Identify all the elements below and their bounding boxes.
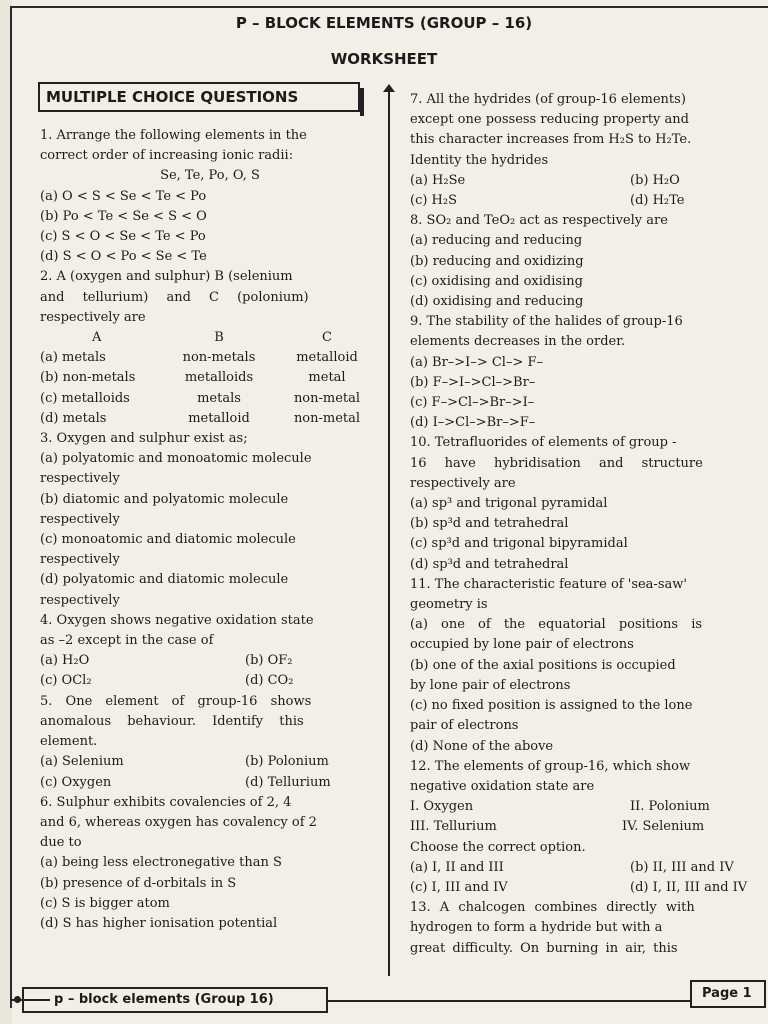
question-10 <box>410 433 768 574</box>
option-c: (c) Oxygen <box>40 774 112 790</box>
question-text: and 6, whereas oxygen has covalency of 2 <box>40 814 317 830</box>
option-a: (a) sp³ and trigonal pyramidal <box>410 496 608 512</box>
question-text: this character increases from H₂S to H₂Te. <box>410 132 692 148</box>
options-cd <box>410 191 768 211</box>
header-c: C <box>322 330 332 346</box>
items-3-4 <box>410 817 768 837</box>
page-title: P – BLOCK ELEMENTS (GROUP – 16) <box>235 14 533 32</box>
option-c: (c) sp³d and trigonal bipyramidal <box>410 536 628 552</box>
page-subtitle: WORKSHEET <box>330 50 438 68</box>
option-c: (c) S < O < Se < Te < Po <box>40 229 206 245</box>
question-text: 8. SO₂ and TeO₂ act as respectively are <box>410 213 668 229</box>
cell: (d) metals <box>40 410 107 426</box>
cell: non-metal <box>293 410 361 426</box>
question-text: 9. The stability of the halides of group-16 <box>410 314 683 330</box>
question-7 <box>410 90 768 211</box>
answer-header <box>40 328 380 348</box>
question-text: 5. One element of group-16 shows <box>40 693 312 709</box>
options-cd <box>40 773 380 793</box>
question-text: great difficulty. On burning in air, this <box>410 940 678 956</box>
footer-rule <box>328 1000 692 1002</box>
option-c: (c) monoatomic and diatomic molecule <box>40 532 296 548</box>
option-c: (c) no fixed position is assigned to the lone <box>410 698 693 714</box>
option-a: (a) I, II and III <box>410 859 504 875</box>
question-8 <box>410 211 768 312</box>
option-b-cont: by lone pair of electrons <box>410 677 571 693</box>
option-c: (c) oxidising and oxidising <box>410 273 583 289</box>
cell: metal <box>308 370 346 386</box>
question-5 <box>40 692 380 793</box>
option-b: (b) Polonium <box>245 754 329 770</box>
page-number: Page 1 <box>690 980 766 1008</box>
item-i: I. Oxygen <box>410 799 474 815</box>
option-d: (d) I, II, III and IV <box>630 879 748 895</box>
option-c-cont: pair of electrons <box>410 718 519 734</box>
option-a: (a) one of the equatorial positions is <box>410 617 703 633</box>
option-b: (b) Po < Te < Se < S < O <box>40 208 207 224</box>
question-text: 4. Oxygen shows negative oxidation state <box>40 612 314 628</box>
option-a <box>40 348 380 368</box>
option-a-cont: occupied by lone pair of electrons <box>410 637 634 653</box>
question-text: due to <box>40 835 82 851</box>
option-b: (b) presence of d-orbitals in S <box>40 875 237 891</box>
option-d: (d) Tellurium <box>245 774 331 790</box>
question-text: anomalous behaviour. Identify this <box>40 713 304 729</box>
header-b: B <box>214 330 224 346</box>
option-a: (a) reducing and reducing <box>410 233 583 249</box>
option-b: (b) one of the axial positions is occupied <box>410 657 676 673</box>
option-d: (d) None of the above <box>410 738 554 754</box>
cell: metalloid <box>188 410 250 426</box>
option-a: (a) Br–>I–> Cl–> F– <box>410 354 543 370</box>
option-d: (d) I–>Cl–>Br–>F– <box>410 415 536 431</box>
options-ab <box>410 858 768 878</box>
option-a: (a) H₂Se <box>410 172 466 188</box>
option-d: (d) oxidising and reducing <box>410 294 584 310</box>
option-a-cont: respectively <box>40 471 120 487</box>
left-column <box>40 126 380 934</box>
question-text: Se, Te, Po, O, S <box>160 168 260 184</box>
cell: metals <box>197 390 241 406</box>
option-a: (a) O < S < Se < Te < Po <box>40 188 207 204</box>
question-13 <box>410 898 768 959</box>
option-b: (b) sp³d and tetrahedral <box>410 516 569 532</box>
option-d: (d) CO₂ <box>245 673 294 689</box>
option-c <box>40 389 380 409</box>
option-b: (b) II, III and IV <box>630 859 734 875</box>
option-d: (d) S < O < Po < Se < Te <box>40 249 207 265</box>
cell: (b) non-metals <box>40 370 136 386</box>
question-text: 7. All the hydrides (of group-16 elements) <box>410 92 686 107</box>
right-column <box>410 90 768 959</box>
question-text: elements decreases in the order. <box>410 334 626 350</box>
question-3 <box>40 429 380 611</box>
option-b: (b) F–>I–>Cl–>Br– <box>410 374 536 390</box>
question-text: 6. Sulphur exhibits covalencies of 2, 4 <box>40 794 292 810</box>
question-text: respectively are <box>410 475 516 491</box>
cell: metalloids <box>184 370 254 386</box>
column-divider <box>388 88 390 976</box>
question-text: negative oxidation state are <box>410 778 595 794</box>
option-b: (b) H₂O <box>630 172 680 188</box>
question-text: as –2 except in the case of <box>40 633 214 649</box>
options-ab <box>40 651 380 671</box>
item-iii: III. Tellurium <box>410 819 497 835</box>
options-cd <box>40 671 380 691</box>
question-text: Identity the hydrides <box>410 152 549 168</box>
question-text: 12. The elements of group-16, which show <box>410 758 691 774</box>
question-text: 1. Arrange the following elements in the <box>40 128 307 143</box>
question-text: 3. Oxygen and sulphur exist as; <box>40 431 248 447</box>
option-d: (d) polyatomic and diatomic molecule <box>40 572 289 588</box>
cell: (a) metals <box>40 350 106 366</box>
option-b: (b) reducing and oxidizing <box>410 253 584 269</box>
question-11 <box>410 575 768 757</box>
item-ii: II. Polonium <box>630 799 710 815</box>
option-b-cont: respectively <box>40 511 120 527</box>
question-text: element. <box>40 734 98 750</box>
question-text: geometry is <box>410 597 488 613</box>
question-4 <box>40 611 380 692</box>
option-d: (d) S has higher ionisation potential <box>40 915 278 931</box>
question-text: hydrogen to form a hydride but with a <box>410 920 663 936</box>
option-d: (d) sp³d and tetrahedral <box>410 556 569 572</box>
question-text: correct order of increasing ionic radii: <box>40 148 294 164</box>
question-text: except one possess reducing property and <box>410 112 689 128</box>
question-text: Choose the correct option. <box>410 839 586 855</box>
option-c: (c) H₂S <box>410 193 458 209</box>
question-text: 10. Tetrafluorides of elements of group - <box>410 435 677 451</box>
option-a: (a) Selenium <box>40 754 124 770</box>
question-12 <box>410 757 768 898</box>
option-a: (a) being less electronegative than S <box>40 855 282 871</box>
item-iv: IV. Selenium <box>622 819 705 835</box>
footer-section-label: p – block elements (Group 16) <box>22 987 328 1013</box>
option-d <box>40 409 380 429</box>
question-text: 16 have hybridisation and structure <box>410 455 703 471</box>
option-c: (c) S is bigger atom <box>40 895 170 911</box>
question-text: respectively are <box>40 309 146 325</box>
option-b: (b) OF₂ <box>245 653 293 669</box>
option-c: (c) F–>Cl–>Br–>I– <box>410 395 535 411</box>
option-d-cont: respectively <box>40 592 120 608</box>
cell: metalloid <box>296 350 358 366</box>
question-9 <box>410 312 768 433</box>
option-a: (a) H₂O <box>40 653 90 669</box>
options-cd <box>410 878 768 898</box>
question-text: 2. A (oxygen and sulphur) B (selenium <box>40 269 293 285</box>
question-text: and tellurium) and C (polonium) <box>40 289 309 305</box>
section-label: MULTIPLE CHOICE QUESTIONS <box>38 82 360 112</box>
cell: (c) metalloids <box>40 390 130 406</box>
cell: non-metal <box>293 390 361 406</box>
header-a: A <box>92 330 102 346</box>
option-c: (c) I, III and IV <box>410 879 508 895</box>
option-c: (c) OCl₂ <box>40 673 92 689</box>
option-d: (d) H₂Te <box>630 193 685 209</box>
question-text: 11. The characteristic feature of 'sea-saw' <box>410 576 687 592</box>
items-1-2 <box>410 797 768 817</box>
question-2 <box>40 267 380 429</box>
cell: non-metals <box>182 350 256 366</box>
question-1 <box>40 126 380 267</box>
options-ab <box>410 171 768 191</box>
question-text: 13. A chalcogen combines directly with <box>410 900 695 916</box>
option-b: (b) diatomic and polyatomic molecule <box>40 491 289 507</box>
question-6 <box>40 793 380 934</box>
option-a: (a) polyatomic and monoatomic molecule <box>40 451 312 467</box>
option-b <box>40 368 380 388</box>
option-c-cont: respectively <box>40 552 120 568</box>
options-ab <box>40 752 380 772</box>
